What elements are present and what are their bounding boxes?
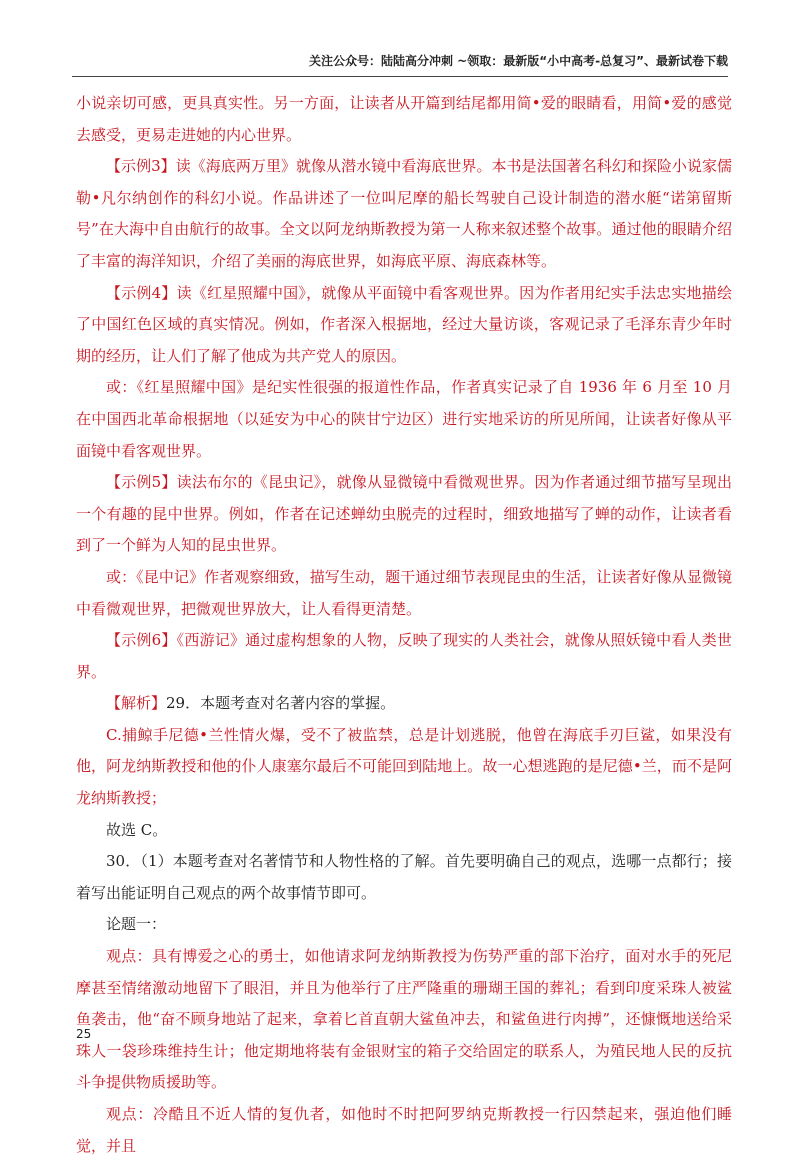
paragraph-example-3 [76, 151, 732, 277]
paragraph-example-5 [76, 467, 732, 562]
analysis-tag: 【解析】 [106, 694, 167, 713]
paragraph-alternative-4: 或：《红星照耀中国》是纪实性很强的报道性作品，作者真实记录了自 1936 年 6 月至 10 月在中国西北革命根据地（以延安为中心的陕甘宁边区）进行实地采访的所见所闻，让读者好像从平面镜中看客观世界。 [76, 378, 732, 460]
paragraph-choice: 故选 C。 [106, 820, 168, 839]
document-body [76, 88, 732, 1162]
example-tag: 【示例5】 [106, 473, 177, 492]
paragraph-continuation: 小说亲切可感，更具真实性。另一方面，让读者从开篇到结尾都用简•爱的眼睛看，用简•爱的感觉去感受，更易走进她的内心世界。 [76, 94, 732, 144]
paragraph-text: 29．本题考查对名著内容的掌握。 [166, 694, 396, 713]
paragraph-answer-c: C.捕鲸手尼德•兰性情火爆，受不了被监禁，总是计划逃脱，他曾在海底手刃巨鲨，如果没有他，阿龙纳斯教授和他的仆人康塞尔最后不可能回到陆地上。故一心想逃跑的是尼德•兰，而不是阿龙纳斯教授； [76, 725, 732, 808]
page-header: 关注公众号：陆陆高分冲刺 ~领取：最新版“小中高考-总复习”、最新试卷下载 [309, 54, 728, 68]
paragraph-text: 读《红星照耀中国》，就像从平面镜中看客观世界。因为作者用纪实手法忠实地描绘了中国红色区域的真实情况。例如，作者深入根据地，经过大量访谈，客观记录了毛泽东青少年时期的经历，让人们了解了他成为共产党人的原因。 [76, 283, 732, 365]
paragraph-viewpoint-1: 观点：具有博爱之心的勇士，如他请求阿龙纳斯教授为伤势严重的部下治疗，面对水手的死尼摩甚至情绪激动地留下了眼泪，并且为他举行了庄严隆重的珊瑚王国的葬礼；看到印度采珠人被鲨鱼袭击，他“奋不顾身地站了起来，拿着匕首直朝大鲨鱼冲去，和鲨鱼进行肉搏”，还慷慨地送给采珠人一袋珍珠维持生计；他定期地将装有金银财宝的箱子交给固定的联系人，为殖民地人民的反抗斗争提供物质援助等。 [76, 947, 732, 1092]
example-tag: 【示例3】 [106, 157, 176, 176]
paragraph-example-6 [76, 625, 732, 688]
paragraph-viewpoint-2: 观点：冷酷且不近人情的复仇者，如他时不时把阿罗纳克斯教授一行囚禁起来，强迫他们睡觉，并且 [76, 1105, 732, 1155]
paragraph-question-30: 30．（1）本题考查对名著情节和人物性格的了解。首先要明确自己的观点，选哪一点都行；接着写出能证明自己观点的两个故事情节即可。 [76, 852, 732, 902]
example-tag: 【示例4】 [106, 283, 177, 302]
paragraph-text: 读法布尔的《昆虫记》，就像从显微镜中看微观世界。因为作者通过细节描写呈现出一个有趣的昆中世界。例如，作者在记述蝉幼虫脱壳的过程时，细致地描写了蝉的动作，让读者看到了一个鲜为人知的昆虫世界。 [76, 473, 732, 555]
paragraph-text: 读《海底两万里》就像从潜水镜中看海底世界。本书是法国著名科幻和探险小说家儒勒•凡尔纳创作的科幻小说。作品讲述了一位叫尼摩的船长驾驶自己设计制造的潜水艇“诺第留斯号”在大海中自由航行的故事。全文以阿龙纳斯教授为第一人称来叙述整个故事。通过他的眼睛介绍了丰富的海洋知识，介绍了美丽的海底世界，如海底平原、海底森林等。 [76, 157, 733, 270]
header-divider [72, 76, 728, 77]
page-number: 25 [76, 1027, 92, 1041]
paragraph-alternative-5: 或：《昆中记》作者观察细致，描写生动，题干通过细节表现昆虫的生活，让读者好像从显微镜中看微观世界，把微观世界放大，让人看得更清楚。 [76, 567, 732, 618]
paragraph-text: 《西游记》通过虚构想象的人物，反映了现实的人类社会，就像从照妖镜中看人类世界。 [76, 631, 732, 681]
paragraph-example-4 [76, 278, 732, 373]
paragraph-topic-heading: 论题一： [106, 915, 167, 934]
paragraph-analysis [76, 688, 732, 720]
example-tag: 【示例6】 [106, 631, 177, 650]
